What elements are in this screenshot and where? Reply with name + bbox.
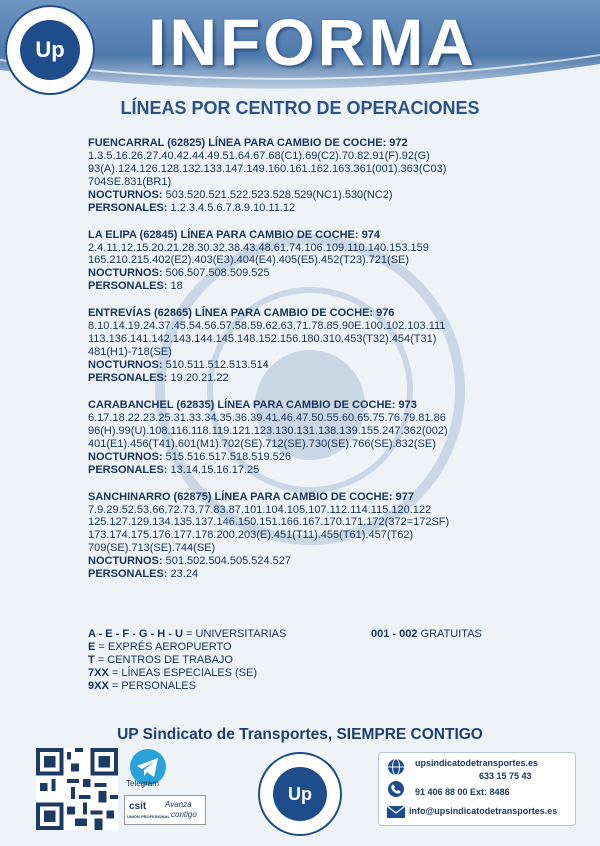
- route-lines: 93(A).124.126.128.132.133.147.149.160.161.162.163.361(001).363(C03): [88, 162, 447, 175]
- gratuitas-key: 001 - 002: [371, 628, 418, 640]
- nocturnos-row: [88, 267, 578, 280]
- legend-item: [88, 680, 286, 693]
- route-lines: 96(H).99(U).108.116.118.119.121.123.130.131.138.139.155.247.362(002): [88, 424, 448, 437]
- route-lines: 173.174.175.176.177.178.200.203(E).451(T11).455(T61).457(T62): [88, 529, 414, 542]
- nocturnos-row: [88, 189, 578, 202]
- phone-mobile[interactable]: 633 15 75 43: [479, 771, 532, 781]
- lines-list: [88, 137, 578, 595]
- route-lines: 113.136.141.142.143.144.145.148.152.156.180.310.453(T32).454(T31): [88, 333, 437, 346]
- legend-value: = UNIVERSITARIAS: [185, 628, 287, 640]
- nocturnos-label: NOCTURNOS:: [88, 267, 163, 280]
- csit-label: csit: [129, 801, 147, 812]
- legend-value: = EXPRÉS AEROPUERTO: [98, 641, 232, 654]
- personales-row: [88, 280, 578, 293]
- phone-icon: [385, 780, 407, 798]
- route-lines: 704SE.831(BR1): [88, 175, 172, 188]
- route-lines: 7.9.29.52.53.66.72.73.77.83.87.101.104.105.107.112.114.115.120.122: [88, 503, 432, 516]
- personales-values: 19.20.21.22: [170, 371, 229, 384]
- center-heading: LA ELIPA (62845) LÍNEA PARA CAMBIO DE COCHE: 974: [88, 228, 380, 241]
- nocturnos-row: [88, 451, 578, 464]
- operations-center-block: [88, 399, 578, 476]
- seal-text: Up: [288, 784, 312, 804]
- avanza-label: Avanza: [165, 800, 192, 809]
- nocturnos-label: NOCTURNOS:: [88, 358, 163, 371]
- legend-value: = PERSONALES: [111, 680, 196, 693]
- operations-center-block: [88, 137, 578, 214]
- personales-label: PERSONALES:: [88, 568, 168, 581]
- page-title: INFORMA: [148, 5, 477, 79]
- personales-values: 18: [170, 280, 183, 293]
- nocturnos-row: [88, 359, 578, 372]
- legend-item: [88, 654, 286, 667]
- legend-key: E: [88, 641, 96, 654]
- personales-row: [88, 568, 578, 581]
- legend-item: [88, 641, 286, 654]
- route-lines: 6.17.18.22.23.25.31.33.34.35.36.39.41.46.47.50.55.60.65.75.76.79.81.86: [88, 411, 446, 424]
- csit-logo: [124, 795, 206, 825]
- nocturnos-values: 515.516.517.518.519.526: [165, 450, 292, 463]
- globe-icon: [385, 758, 407, 776]
- route-lines: 1.3.5.16.26.27.40.42.44.49.51.64.67.68(C1).69(C2).70.82.91(F).92(G): [88, 149, 430, 162]
- center-heading: ENTREVÍAS (62865) LÍNEA PARA CAMBIO DE COCHE: 976: [88, 307, 395, 320]
- csit-sub: UNIÓN PROFESIONAL: [127, 814, 170, 819]
- mail-icon: [385, 803, 407, 821]
- route-lines: 481(H1)-718(SE): [88, 346, 172, 359]
- personales-label: PERSONALES:: [88, 463, 168, 476]
- email-link[interactable]: info@upsindicatodetransportes.es: [409, 806, 558, 816]
- logo-text: Up: [35, 37, 65, 62]
- telegram-label: Telegram: [126, 779, 159, 788]
- route-lines: 2.4.11.12.15.20.21.28.30.32.38.43.48.61.74.106.109.110.140.153.159: [88, 241, 429, 254]
- personales-label: PERSONALES:: [88, 371, 168, 384]
- personales-row: [88, 372, 578, 385]
- personales-label: PERSONALES:: [88, 280, 168, 293]
- center-heading: CARABANCHEL (62835) LÍNEA PARA CAMBIO DE COCHE: 973: [88, 398, 417, 411]
- operations-center-block: [88, 491, 578, 581]
- route-lines: 401(E1).456(T41).601(M1).702(SE).712(SE).730(SE).766(SE).832(SE): [88, 437, 436, 450]
- nocturnos-values: 503.520.521.522.523.528.529(NC1).530(NC2): [165, 188, 393, 201]
- personales-values: 1.2.3.4.5.6.7.8.9.10.11.12: [170, 201, 296, 214]
- operations-center-block: [88, 229, 578, 294]
- legend-item: [88, 667, 286, 680]
- nocturnos-values: 501.502.504.505.524.527: [165, 555, 292, 568]
- center-heading: FUENCARRAL (62825) LÍNEA PARA CAMBIO DE COCHE: 972: [88, 137, 408, 149]
- route-lines: 125.127.129.134.135.137.146.150.151.166.167.170.171.172(372=172SF): [88, 516, 450, 529]
- route-lines: 165.210.215.402(E2).403(E3).404(E4).405(E5).452(T23).721(SE): [88, 254, 410, 267]
- nocturnos-label: NOCTURNOS:: [88, 188, 163, 201]
- legend-value: = LÍNEAS ESPECIALES (SE): [111, 667, 258, 680]
- legend: [88, 628, 286, 693]
- route-lines: 709(SE).713(SE).744(SE): [88, 542, 216, 555]
- nocturnos-label: NOCTURNOS:: [88, 450, 163, 463]
- personales-row: [88, 464, 578, 477]
- qr-code-icon[interactable]: [36, 748, 118, 830]
- legend-item: [88, 628, 286, 641]
- personales-label: PERSONALES:: [88, 201, 168, 214]
- contigo-label: contigo: [171, 810, 197, 819]
- nocturnos-label: NOCTURNOS:: [88, 555, 163, 568]
- legend-key: 7XX: [88, 667, 109, 680]
- nocturnos-values: 510.511.512.513.514: [165, 358, 269, 371]
- website-link[interactable]: upsindicatodetransportes.es: [415, 758, 539, 768]
- personales-values: 23.24: [170, 568, 199, 581]
- footer-slogan: UP Sindicato de Transportes, SIEMPRE CONTIGO: [117, 726, 483, 743]
- gratuitas-note: [371, 628, 482, 640]
- operations-center-block: [88, 307, 578, 384]
- gratuitas-value: GRATUITAS: [420, 628, 482, 640]
- legend-value: = CENTROS DE TRABAJO: [97, 654, 233, 667]
- contact-card: [378, 752, 576, 826]
- legend-key: T: [88, 654, 95, 667]
- nocturnos-row: [88, 555, 578, 568]
- center-heading: SANCHINARRO (62875) LÍNEA PARA CAMBIO DE COCHE: 977: [88, 490, 414, 503]
- personales-values: 13.14.15.16.17.25: [170, 463, 260, 476]
- route-lines: 8.10.14.19.24.37.45.54.56.57.58.59.62.63.71.78.85.90E.100.102.103.111: [88, 320, 446, 333]
- page-subtitle: LÍNEAS POR CENTRO DE OPERACIONES: [120, 98, 480, 118]
- legend-key: A - E - F - G - H - U: [88, 628, 183, 640]
- up-seal-logo: [258, 752, 342, 836]
- phone-landline[interactable]: 91 406 88 00 Ext: 8486: [415, 787, 510, 797]
- nocturnos-values: 506.507.508.509.525: [165, 267, 270, 280]
- personales-row: [88, 202, 578, 215]
- up-logo: [4, 4, 96, 96]
- legend-key: 9XX: [88, 680, 109, 693]
